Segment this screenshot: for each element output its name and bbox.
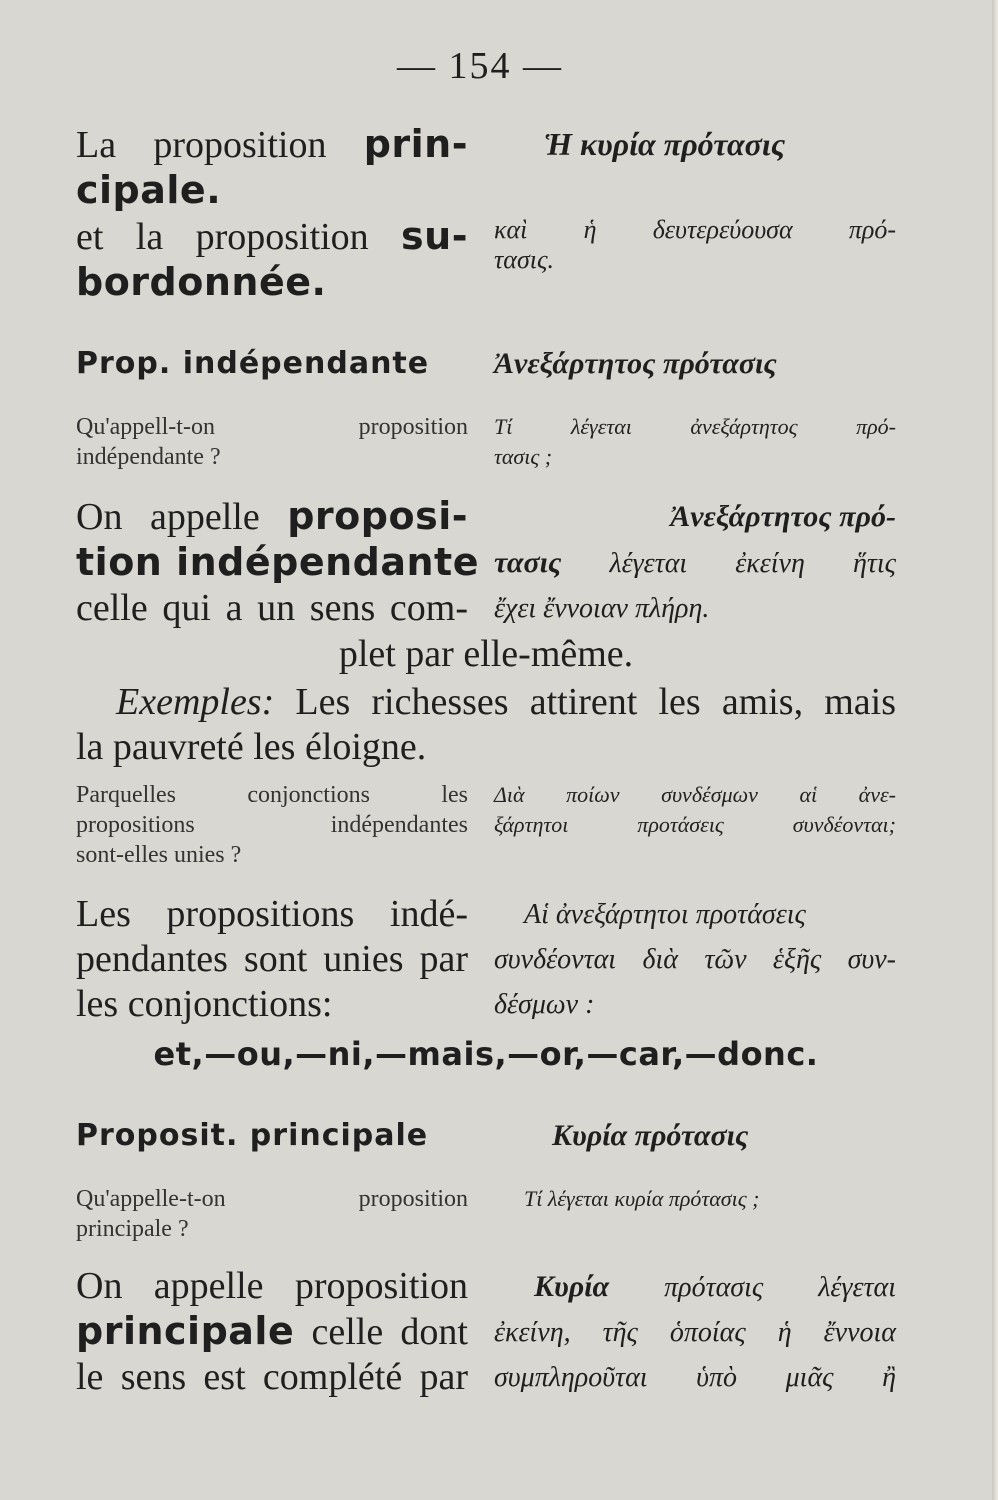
greek-column <box>494 122 896 275</box>
fr-line: et la proposition su- <box>76 214 468 258</box>
question-gr <box>494 412 896 472</box>
fr-line: propositions indépendantes <box>76 812 468 838</box>
fr-line: On appelle proposition <box>76 1265 468 1307</box>
question-conjunctions <box>76 780 896 890</box>
page-number: — 154 — <box>397 45 563 87</box>
fr-line: sont-elles unies ? <box>76 842 242 868</box>
question-principal <box>76 1184 896 1254</box>
gr-line: συμπληροῦται ὑπὸ μιᾶς ἢ <box>494 1362 896 1393</box>
fr-line: les conjonctions: <box>76 983 333 1025</box>
fr-line: pendantes sont unies par <box>76 938 468 980</box>
fr-line: celle qui a un sens com- <box>76 587 468 629</box>
fr-line: principale celle dont <box>76 1309 468 1353</box>
fr-line: On appelle proposi- <box>76 494 468 538</box>
gr-line: τασις. <box>494 245 555 274</box>
question-fr <box>76 412 468 472</box>
fr-line: Qu'appell-t-on proposition <box>76 414 468 440</box>
fr-line: le sens est complété par <box>76 1356 468 1398</box>
fr-line: principale ? <box>76 1216 189 1242</box>
gr-line: δέσμων : <box>494 989 595 1020</box>
gr-line: ἔχει ἔννοιαν πλήρη. <box>494 593 710 624</box>
question-independent <box>76 412 896 482</box>
question-fr <box>76 1184 468 1244</box>
gr-line: Τί λέγεται ἀνεξάρτητος πρό- <box>494 414 896 439</box>
heading-fr: Proposit. principale <box>76 1118 429 1153</box>
example-line: Exemples: Les richesses attirent les amis, mais <box>76 680 896 725</box>
gr-line: τασις λέγεται ἐκείνη ἥτις <box>494 546 896 579</box>
gr-line: ξάρτητοι προτάσεις συνδέονται; <box>494 812 896 837</box>
gr-line: συνδέονται διὰ τῶν ἑξῆς συν- <box>494 944 896 975</box>
answer-gr <box>494 1264 896 1400</box>
gr-line: καὶ ἡ δευτερεύουσα πρό- <box>494 215 896 244</box>
french-column <box>76 122 468 306</box>
fr-line: tion indépendante <box>76 540 479 584</box>
gr-line: Αἱ ἀνεξάρτητοι προτάσεις <box>524 899 806 930</box>
gr-line: Τί λέγεται κυρία πρότασις ; <box>524 1186 760 1211</box>
example <box>76 680 896 770</box>
gr-line: Ἀνεξάρτητος πρό- <box>670 500 896 533</box>
heading-fr: Prop. indépendante <box>76 346 430 381</box>
section-independent-heading <box>76 344 896 389</box>
example-line: la pauvreté les éloigne. <box>76 726 427 768</box>
fr-line: cipale. <box>76 168 222 212</box>
fr-line: Qu'appelle-t-on proposition <box>76 1186 468 1212</box>
heading-gr: Ἀνεξάρτητος πρότασις <box>494 347 777 380</box>
fr-line: indépendante ? <box>76 444 221 470</box>
answer-fr <box>76 1264 468 1400</box>
gr-line: Κυρία πρότασις λέγεται <box>534 1270 896 1303</box>
fr-line: bordonnée. <box>76 260 327 304</box>
heading-gr: Κυρία πρότασις <box>552 1119 749 1152</box>
conjunction-list: et,—ou,—ni,—mais,—or,—car,—donc. <box>153 1035 819 1073</box>
question-gr <box>494 780 896 840</box>
fr-line: Parquelles conjonctions les <box>76 782 468 808</box>
section-principal-subordinate <box>76 122 896 302</box>
answer-fr-continuation: plet par elle-même. <box>338 633 634 675</box>
gr-line: τασις ; <box>494 444 553 469</box>
answer-fr <box>76 892 468 1027</box>
answer-fr <box>76 494 479 631</box>
answer-principal <box>76 1264 896 1404</box>
answer-independent <box>76 494 896 634</box>
question-fr <box>76 780 468 870</box>
answer-gr <box>494 892 896 1027</box>
fr-line: Les propositions indé- <box>76 893 468 935</box>
gr-line: ἐκείνη, τῆς ὁποίας ἡ ἔννοια <box>494 1317 896 1348</box>
answer-gr <box>494 494 896 631</box>
question-gr <box>494 1184 896 1214</box>
section-principal-heading <box>76 1116 896 1161</box>
example-label: Exemples: <box>116 681 275 723</box>
fr-line: La proposition prin- <box>76 122 468 166</box>
gr-line: Ἡ κυρία πρότασις <box>544 126 786 162</box>
page-edge <box>992 0 998 1500</box>
answer-conjunctions <box>76 892 896 1032</box>
gr-line: Διὰ ποίων συνδέσμων αἱ ἀνε- <box>494 782 896 807</box>
